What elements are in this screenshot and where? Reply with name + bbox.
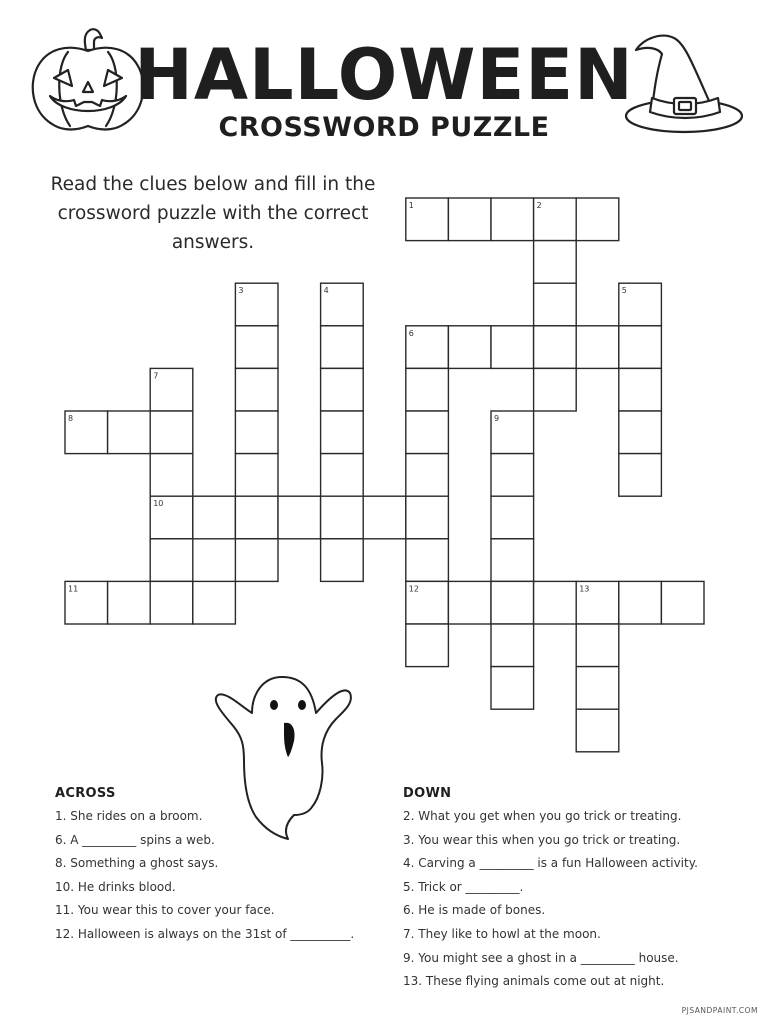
down-clue-list [403,805,698,994]
crossword-cell[interactable] [150,368,193,411]
crossword-cell[interactable] [576,326,619,369]
crossword-cell[interactable] [108,581,151,624]
down-clue: 3. You wear this when you go trick or treating. [403,832,681,847]
crossword-cell[interactable] [448,326,491,369]
crossword-cell[interactable] [406,539,449,582]
page-title: HALLOWEEN [134,34,634,116]
crossword-cell[interactable] [193,496,236,539]
down-clue: 5. Trick or _________. [403,879,524,894]
crossword-cell[interactable] [491,198,534,241]
crossword-cell[interactable] [619,368,662,411]
crossword-cell[interactable] [534,198,577,241]
crossword-cell[interactable] [406,326,449,369]
crossword-cell[interactable] [448,198,491,241]
crossword-cell[interactable] [619,283,662,326]
crossword-cell[interactable] [406,454,449,497]
crossword-cell[interactable] [150,496,193,539]
crossword-cell[interactable] [406,496,449,539]
down-heading: DOWN [403,786,452,801]
crossword-cell[interactable] [150,539,193,582]
crossword-cell[interactable] [491,411,534,454]
crossword-cell[interactable] [534,326,577,369]
crossword-cell[interactable] [576,709,619,752]
crossword-cell[interactable] [363,496,406,539]
crossword-cell[interactable] [278,496,321,539]
crossword-cell[interactable] [321,326,364,369]
crossword-cell[interactable] [534,368,577,411]
down-clue: 13. These flying animals come out at night. [403,974,665,989]
crossword-cell[interactable] [321,454,364,497]
crossword-cell[interactable] [150,581,193,624]
crossword-cell[interactable] [619,411,662,454]
crossword-cell[interactable] [661,581,704,624]
down-clue: 9. You might see a ghost in a _________ house. [403,950,679,965]
across-clue: 1. She rides on a broom. [55,809,203,823]
crossword-cell[interactable] [321,283,364,326]
clue-number: 5 [621,286,627,296]
crossword-cell[interactable] [491,624,534,667]
crossword-cell[interactable] [534,283,577,326]
crossword-cell[interactable] [193,581,236,624]
clue-number: 9 [494,414,500,423]
instructions-text: Read the clues below and fill in the crossword puzzle with the correct answers. [50,174,376,253]
crossword-cell[interactable] [576,667,619,710]
crossword-cell[interactable] [491,496,534,539]
clue-number: 11 [68,584,79,594]
across-clue-list [55,805,354,947]
clue-number: 10 [153,499,164,509]
down-clue: 2. What you get when you go trick or treating. [403,809,682,823]
across-clue: 12. Halloween is always on the 31st of __________. [55,926,355,941]
crossword-cell[interactable] [150,411,193,454]
across-heading: ACROSS [55,786,116,801]
crossword-cell[interactable] [491,581,534,624]
crossword-cell[interactable] [235,326,278,369]
crossword-cell[interactable] [534,581,577,624]
crossword-cell[interactable] [619,581,662,624]
crossword-cell[interactable] [491,454,534,497]
crossword-cell[interactable] [406,624,449,667]
crossword-cell[interactable] [619,454,662,497]
down-clue: 4. Carving a _________ is a fun Halloween activity. [403,856,698,871]
crossword-cell[interactable] [235,539,278,582]
down-clue: 6. He is made of bones. [403,903,546,918]
clue-number: 7 [153,371,159,381]
crossword-cell[interactable] [235,368,278,411]
crossword-cell[interactable] [108,411,151,454]
crossword-cell[interactable] [235,411,278,454]
clue-number: 4 [323,286,329,296]
crossword-cell[interactable] [406,368,449,411]
across-clue: 10. He drinks blood. [55,879,176,894]
crossword-cell[interactable] [406,198,449,241]
down-clue: 7. They like to howl at the moon. [403,926,601,941]
clue-number: 13 [579,584,590,594]
crossword-cell[interactable] [321,496,364,539]
crossword-cell[interactable] [619,326,662,369]
crossword-cell[interactable] [406,581,449,624]
page-subtitle: CROSSWORD PUZZLE [218,112,550,143]
crossword-cell[interactable] [576,624,619,667]
crossword-cell[interactable] [65,411,108,454]
crossword-cell[interactable] [65,581,108,624]
footer-credit: PJSANDPAINT.COM [681,1006,758,1015]
clue-number: 2 [536,201,542,210]
clue-number: 3 [238,286,244,296]
crossword-cell[interactable] [448,581,491,624]
clue-number: 6 [408,328,414,338]
clue-number: 1 [408,201,414,210]
crossword-cell[interactable] [150,454,193,497]
crossword-cell[interactable] [406,411,449,454]
crossword-cell[interactable] [235,283,278,326]
crossword-cell[interactable] [235,496,278,539]
crossword-cell[interactable] [534,241,577,284]
crossword-cell[interactable] [491,326,534,369]
across-clue: 6. A _________ spins a web. [55,832,215,847]
crossword-cell[interactable] [321,539,364,582]
across-clue: 8. Something a ghost says. [55,856,219,871]
clue-number: 8 [68,414,74,423]
clue-number: 12 [408,584,419,594]
crossword-cell[interactable] [491,539,534,582]
crossword-cell[interactable] [321,411,364,454]
crossword-cell[interactable] [235,454,278,497]
crossword-cell[interactable] [576,198,619,241]
across-clue: 11. You wear this to cover your face. [55,903,275,918]
crossword-cell[interactable] [576,581,619,624]
crossword-cell[interactable] [491,667,534,710]
crossword-cell[interactable] [321,368,364,411]
